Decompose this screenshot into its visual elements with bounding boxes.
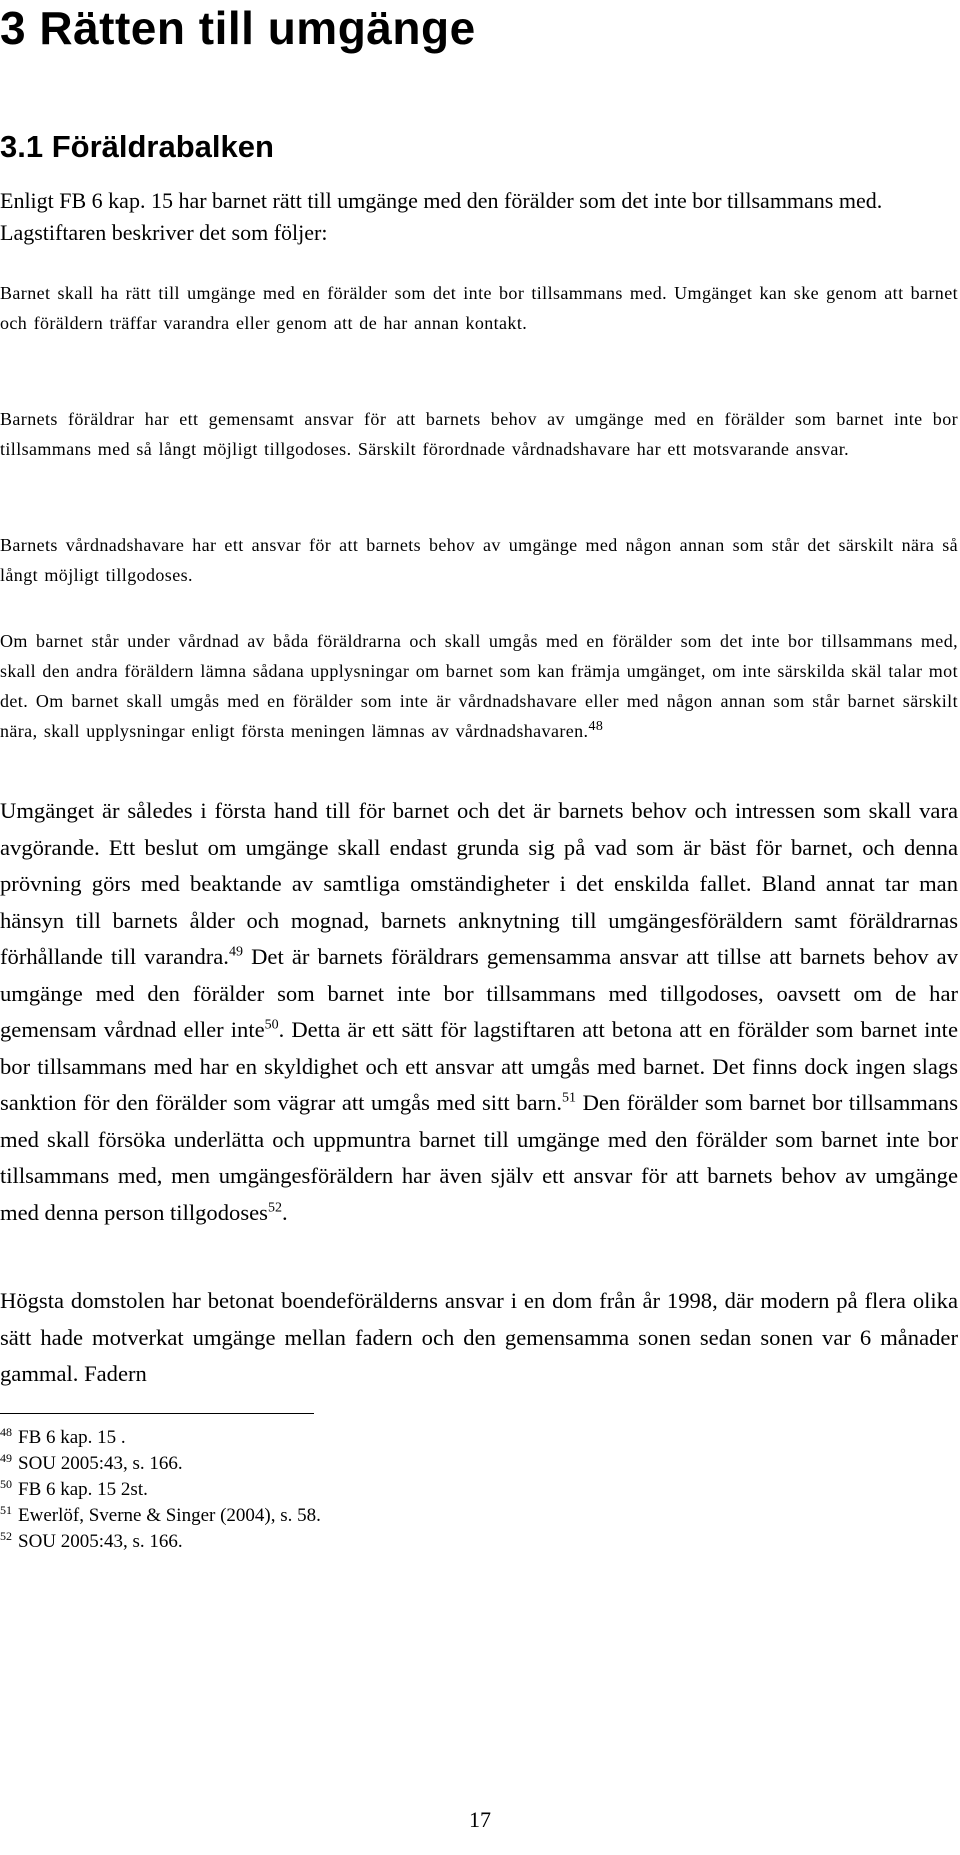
footnote-divider	[0, 1413, 314, 1414]
main-text-1: Umgänget är således i första hand till för barnet och det är barnets behov och intressen som skall vara avgörande. Ett beslut om umgänge skall endast grunda sig på vad som är bäst för barnet, och denna prövning görs med beaktande av samtliga omständigheter i det enskilda fallet. Bland annat tar man hänsyn till barnets ålder och mognad, barnets anknytning till umgängesföräldern samt föräldrarnas förhållande till varandra.	[0, 798, 958, 969]
main-paragraph	[0, 793, 958, 1231]
page-number: 17	[469, 1807, 491, 1832]
section-heading: 3.1 Föräldrabalken	[0, 129, 274, 164]
footnote-ref-51: 51	[562, 1090, 576, 1106]
footnote-item	[0, 1425, 321, 1451]
quote-paragraph-4-text: Om barnet står under vårdnad av båda föräldrarna och skall umgås med en förälder som det inte bor tillsammans med, skall den andra föräldern lämna sådana upplysningar om barnet som kan främja umgänget, om inte särskilda skäl talar mot det. Om barnet skall umgås med en förälder som inte är vårdnadshavare eller med någon annan som står barnet särskilt nära, skall upplysningar enligt första meningen lämnas av vårdnadshavaren.	[0, 631, 958, 741]
footnote-item	[0, 1451, 321, 1477]
footnote-number: 52	[0, 1528, 12, 1543]
footnote-text: SOU 2005:43, s. 166.	[18, 1531, 183, 1552]
main-text-5: .	[281, 1199, 288, 1225]
main-text-4: Den förälder som barnet bor tillsammans med skall försöka underlätta och uppmuntra barnet till umgänge med den förälder som barnet inte bor tillsammans med, men umgängesföräldern har även själv ett ansvar för att barnets behov av umgänge med denna person tillgodoses	[0, 1090, 958, 1225]
main-text-2: Det är barnets föräldrars gemensamma ansvar att tillse att barnets behov av umgänge med den förälder som barnet inte bor tillsammans med tillgodoses, oavsett om de har gemensam vårdnad eller inte	[0, 944, 958, 1042]
footnote-ref-49: 49	[228, 944, 243, 960]
closing-paragraph: Högsta domstolen har betonat boendeförälderns ansvar i en dom från år 1998, där modern på flera olika sätt hade motverkat umgänge mellan fadern och den gemensamma sonen sedan sonen var 6 månader gammal. Fadern	[0, 1288, 958, 1386]
footnote-number: 49	[0, 1450, 12, 1465]
footnote-ref-48: 48	[588, 719, 604, 734]
footnote-item	[0, 1503, 321, 1529]
footnote-number: 48	[0, 1424, 12, 1439]
quote-paragraph-4	[0, 626, 958, 746]
quote-paragraph-3: Barnets vårdnadshavare har ett ansvar för att barnets behov av umgänge med någon annan som står det särskilt nära så långt möjligt tillgodoses.	[0, 535, 958, 585]
footnote-item	[0, 1529, 321, 1555]
main-text-3: . Detta är ett sätt för lagstiftaren att betona att en förälder som barnet inte bor tillsammans med har en skyldighet och ett ansvar att umgås med barnet. Det finns dock ingen slags sanktion för den förälder som vägrar att umgås med sitt barn.	[0, 1017, 958, 1115]
footnote-text: FB 6 kap. 15 .	[18, 1427, 126, 1448]
intro-paragraph: Enligt FB 6 kap. 15 har barnet rätt till umgänge med den förälder som det inte bor tillsammans med. Lagstiftaren beskriver det som följer:	[0, 188, 883, 245]
footnote-text: Ewerlöf, Sverne & Singer (2004), s. 58.	[18, 1505, 321, 1526]
quote-paragraph-2: Barnets föräldrar har ett gemensamt ansvar för att barnets behov av umgänge med en förälder som barnet inte bor tillsammans med så långt möjligt tillgodoses. Särskilt förordnade vårdnadshavare har ett motsvarande ansvar.	[0, 409, 958, 459]
footnote-number: 51	[0, 1502, 12, 1517]
quote-paragraph-1: Barnet skall ha rätt till umgänge med en förälder som det inte bor tillsammans med. Umgänget kan ske genom att barnet och föräldern träffar varandra eller genom att de har annan kontakt.	[0, 283, 958, 333]
footnote-ref-52: 52	[267, 1199, 282, 1215]
footnote-number: 50	[0, 1476, 12, 1491]
footnote-item	[0, 1477, 321, 1503]
chapter-heading: 3 Rätten till umgänge	[0, 2, 476, 54]
footnote-text: FB 6 kap. 15 2st.	[18, 1479, 148, 1500]
footnote-text: SOU 2005:43, s. 166.	[18, 1453, 183, 1474]
footnote-ref-50: 50	[264, 1017, 279, 1033]
footnote-list	[0, 1425, 321, 1555]
